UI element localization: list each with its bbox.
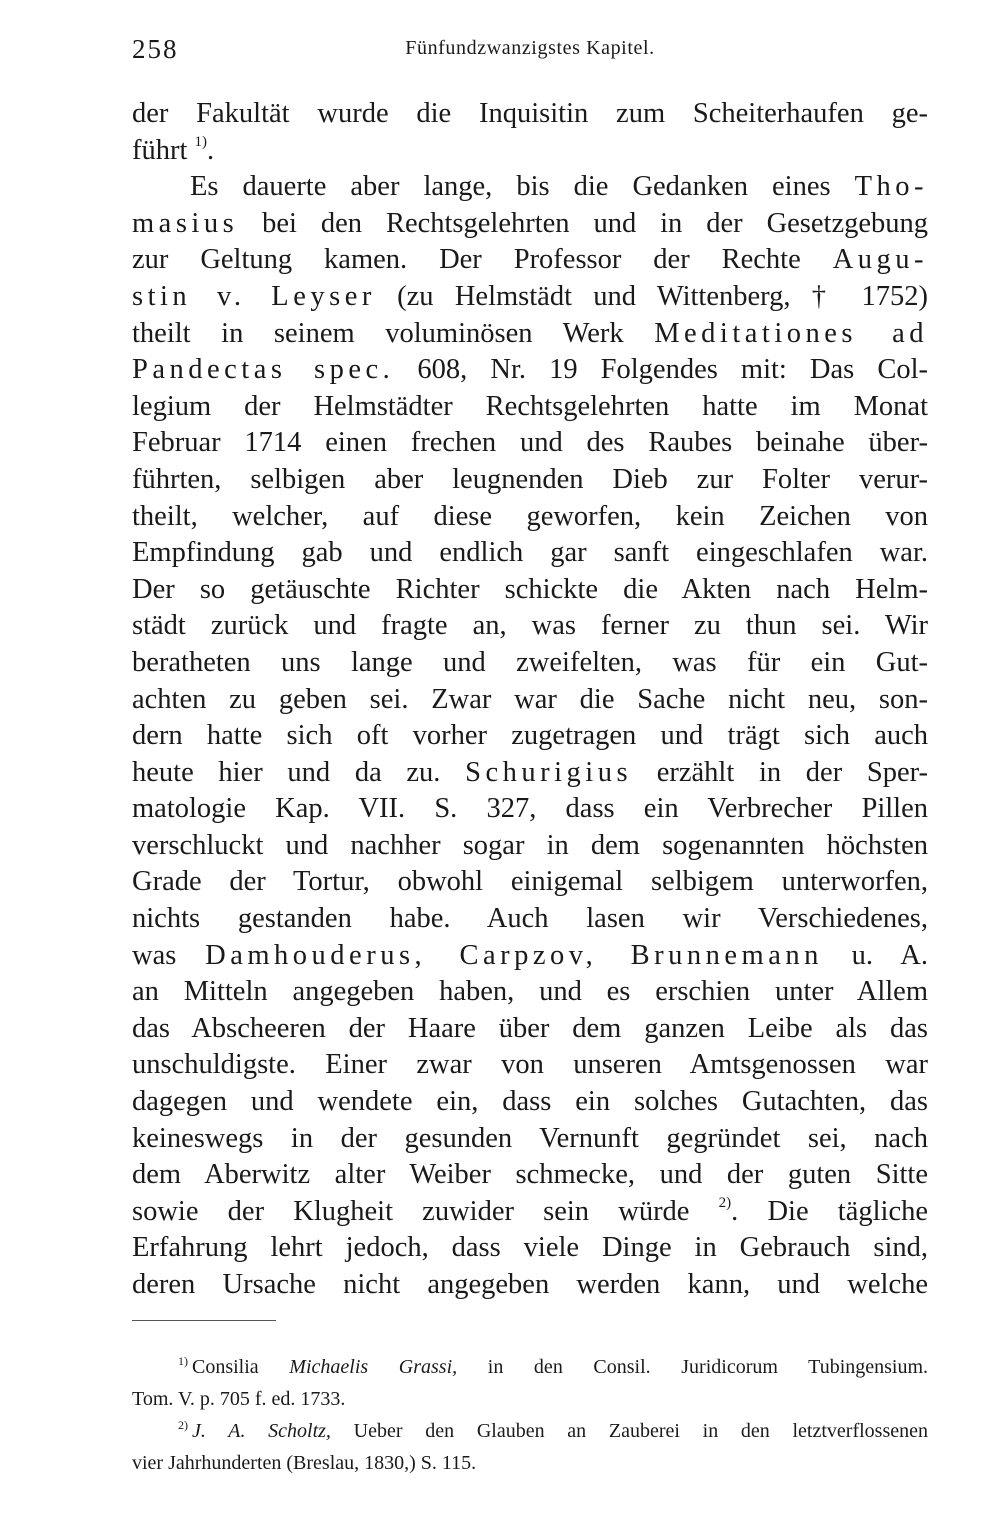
- body-text: [132, 96, 928, 1304]
- spaced-name: Damhouderus, Carpzov, Brunnemann: [205, 939, 823, 971]
- paragraph-line: dern hatte sich oft vorher zugetragen und trägt sich auch: [132, 720, 928, 752]
- paragraph-line: masius bei den Rechtsgelehrten und in der Gesetzgebung: [132, 207, 929, 239]
- paragraph-line: Der so getäuschte Richter schickte die Akten nach Helm-: [132, 573, 928, 605]
- footnote-1: $^{1)}$ Consilia Michaelis Grassi, in den Consil. Juridicorum Tubingensium.: [178, 1354, 929, 1378]
- spaced-name: Augu-: [832, 244, 929, 276]
- spaced-name: stin v. Leyser: [132, 280, 376, 312]
- spaced-name: Tho-: [854, 171, 928, 203]
- spaced-name: Schurigius: [465, 756, 633, 788]
- paragraph-line: achten zu geben sei. Zwar war die Sache nicht neu, son-: [132, 683, 928, 715]
- running-head: Fünfundzwanzigstes Kapitel.: [405, 37, 655, 59]
- footnote-marker: 2): [178, 1418, 188, 1432]
- paragraph-line: Erfahrung lehrt jedoch, dass viele Dinge in Gebrauch sind,: [132, 1232, 928, 1264]
- paragraph-line: dem Aberwitz alter Weiber schmecke, und der guten Sitte: [132, 1159, 928, 1191]
- footnotes: [132, 1351, 928, 1479]
- paragraph-line: Pandectas spec. 608, Nr. 19 Folgendes mit: Das Col-: [132, 354, 928, 386]
- paragraph-line: beratheten uns lange und zweifelten, was für ein Gut-: [132, 646, 928, 678]
- paragraph-line: zur Geltung kamen. Der Professor der Rechte Augu-: [132, 244, 929, 276]
- page-header: [132, 30, 928, 70]
- spaced-title: Meditationes ad: [654, 317, 928, 349]
- footnote-divider: [132, 1320, 276, 1321]
- paragraph-line: führt $^{1)}$.: [132, 133, 215, 166]
- paragraph-line: stin v. Leyser (zu Helmstädt und Wittenberg, † 1752): [132, 280, 928, 312]
- paragraph-line: theilt, welcher, auf diese geworfen, kein Zeichen von: [132, 500, 928, 532]
- author-name: Michaelis Grassi,: [289, 1356, 458, 1378]
- paragraph-line: das Abscheeren der Haare über dem ganzen Leibe als das: [132, 1012, 928, 1044]
- paragraph-line: Es dauerte aber lange, bis die Gedanken eines Tho-: [190, 171, 928, 203]
- paragraph-line: Grade der Tortur, obwohl einigemal selbigem unterworfen,: [132, 866, 928, 898]
- paragraph-line: Februar 1714 einen frechen und des Raubes beinahe über-: [132, 427, 928, 459]
- spaced-name: masius: [132, 207, 239, 239]
- paragraph-line: führten, selbigen aber leugnenden Dieb zur Folter verur-: [132, 463, 928, 495]
- paragraph-line: deren Ursache nicht angegeben werden kann, und welche: [132, 1269, 928, 1300]
- spaced-title: Pandectas spec.: [132, 354, 395, 386]
- paragraph-line: nichts gestanden habe. Auch lasen wir Verschiedenes,: [132, 903, 928, 935]
- page-number: 258: [132, 34, 179, 64]
- footnote-reference: 1): [194, 133, 208, 150]
- paragraph-line: Empfindung gab und endlich gar sanft eingeschlafen war.: [132, 537, 928, 569]
- footnote-2: $^{2)}$ J. A. Scholtz, Ueber den Glauben an Zauberei in den letztverflossenen: [178, 1418, 928, 1442]
- paragraph-line: an Mitteln angegeben haben, und es erschien unter Allem: [132, 976, 928, 1008]
- paragraph-line: matologie Kap. VII. S. 327, dass ein Verbrecher Pillen: [132, 793, 928, 825]
- footnote-reference: 2): [718, 1194, 732, 1211]
- paragraph-line: theilt in seinem voluminösen Werk Meditationes ad: [132, 317, 928, 349]
- paragraph-line: legium der Helmstädter Rechtsgelehrten hatte im Monat: [132, 390, 928, 422]
- footnote-marker: 1): [178, 1354, 188, 1368]
- paragraph-line: was Damhouderus, Carpzov, Brunnemann u. A.: [132, 939, 928, 971]
- paragraph-line: verschluckt und nachher sogar in dem sogenannten höchsten: [132, 829, 928, 861]
- paragraph-line: dagegen und wendete ein, dass ein solches Gutachten, das: [132, 1086, 928, 1118]
- footnote-1-continued: Tom. V. p. 705 f. ed. 1733.: [132, 1388, 346, 1410]
- paragraph-line: heute hier und da zu. Schurigius erzählt in der Sper-: [132, 756, 929, 788]
- paragraph-line: städt zurück und fragte an, was ferner zu thun sei. Wir: [132, 610, 928, 642]
- paragraph-line: sowie der Klugheit zuwider sein würde $^{2)}$. Die tägliche: [132, 1194, 929, 1227]
- author-name: J. A. Scholtz,: [192, 1420, 331, 1442]
- paragraph-line: unschuldigste. Einer zwar von unseren Amtsgenossen war: [132, 1049, 928, 1081]
- paragraph-line: keineswegs in der gesunden Vernunft gegründet sei, nach: [132, 1122, 928, 1154]
- paragraph-line: der Fakultät wurde die Inquisitin zum Scheiterhaufen ge-: [132, 98, 928, 129]
- footnote-2-continued: vier Jahrhunderten (Breslau, 1830,) S. 115.: [132, 1452, 477, 1474]
